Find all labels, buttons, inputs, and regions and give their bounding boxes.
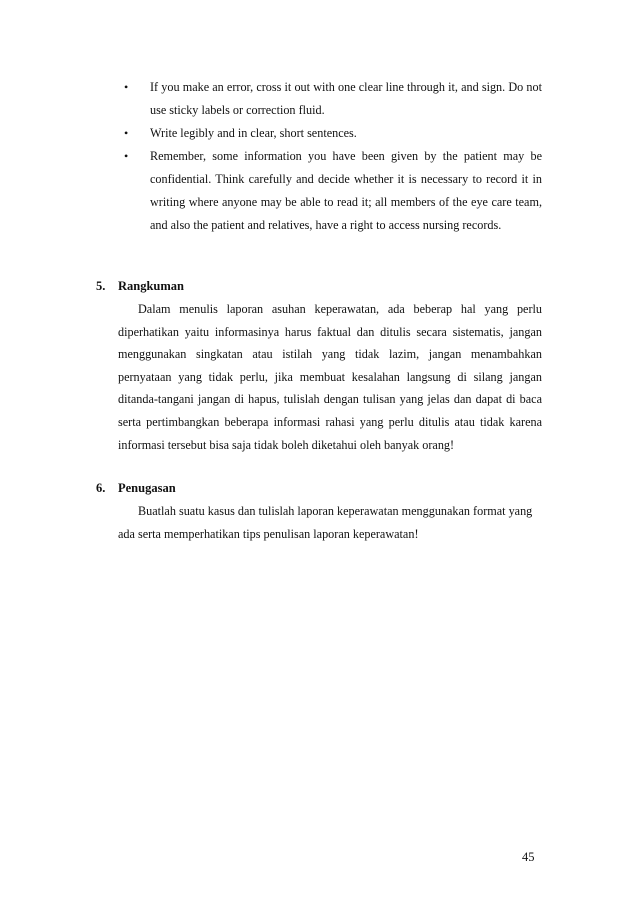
bullet-item-legibly — [118, 122, 542, 145]
bullet-text: If you make an error, cross it out with one clear line through it, and sign. Do not use sticky labels or correction fluid. — [150, 80, 542, 117]
page-number: 45 — [522, 850, 535, 864]
bullet-item-confidential — [118, 145, 542, 237]
bullet-item-error — [118, 76, 542, 122]
bullet-icon: • — [124, 126, 129, 140]
bullet-text: Remember, some information you have been given by the patient may be confidential. Think carefully and decide whether it is necessary to record it in writing where anyone may be able to read it; all members of the eye care team, and also the patient and relatives, have a right to access nursing records. — [150, 149, 542, 232]
section-title: Rangkuman — [118, 279, 184, 293]
bullet-icon: • — [124, 149, 129, 163]
section-heading — [96, 276, 542, 296]
bullet-text: Write legibly and in clear, short sentences. — [150, 126, 357, 140]
section-number: 6. — [96, 481, 106, 495]
section-number: 5. — [96, 279, 106, 293]
section-title: Penugasan — [118, 481, 176, 495]
section-heading — [96, 478, 542, 498]
section-penugasan — [96, 478, 542, 545]
section-paragraph: Dalam menulis laporan asuhan keperawatan, ada beberap hal yang perlu diperhatikan yaitu informasinya harus faktual dan ditulis secara sistematis, jangan menggunakan singkatan atau istilah yang tidak lazim, jangan menambahkan pernyataan yang tidak perlu, jika membuat kesalahan langsung di silang jangan ditanda-tangani jangan di hapus, tulislah dengan tulisan yang jelas dan dapat di baca serta pertimbangkan beberapa informasi rahasi yang perlu ditulis atau tidak karena informasi tersebut bisa saja tidak boleh diketahui oleh banyak orang! — [118, 302, 542, 452]
section-rangkuman — [96, 276, 542, 456]
bullet-icon: • — [124, 80, 129, 94]
bullet-list — [118, 76, 542, 237]
section-paragraph: Buatlah suatu kasus dan tulislah laporan keperawatan menggunakan format yang ada serta memperhatikan tips penulisan laporan keperawatan! — [118, 504, 533, 541]
